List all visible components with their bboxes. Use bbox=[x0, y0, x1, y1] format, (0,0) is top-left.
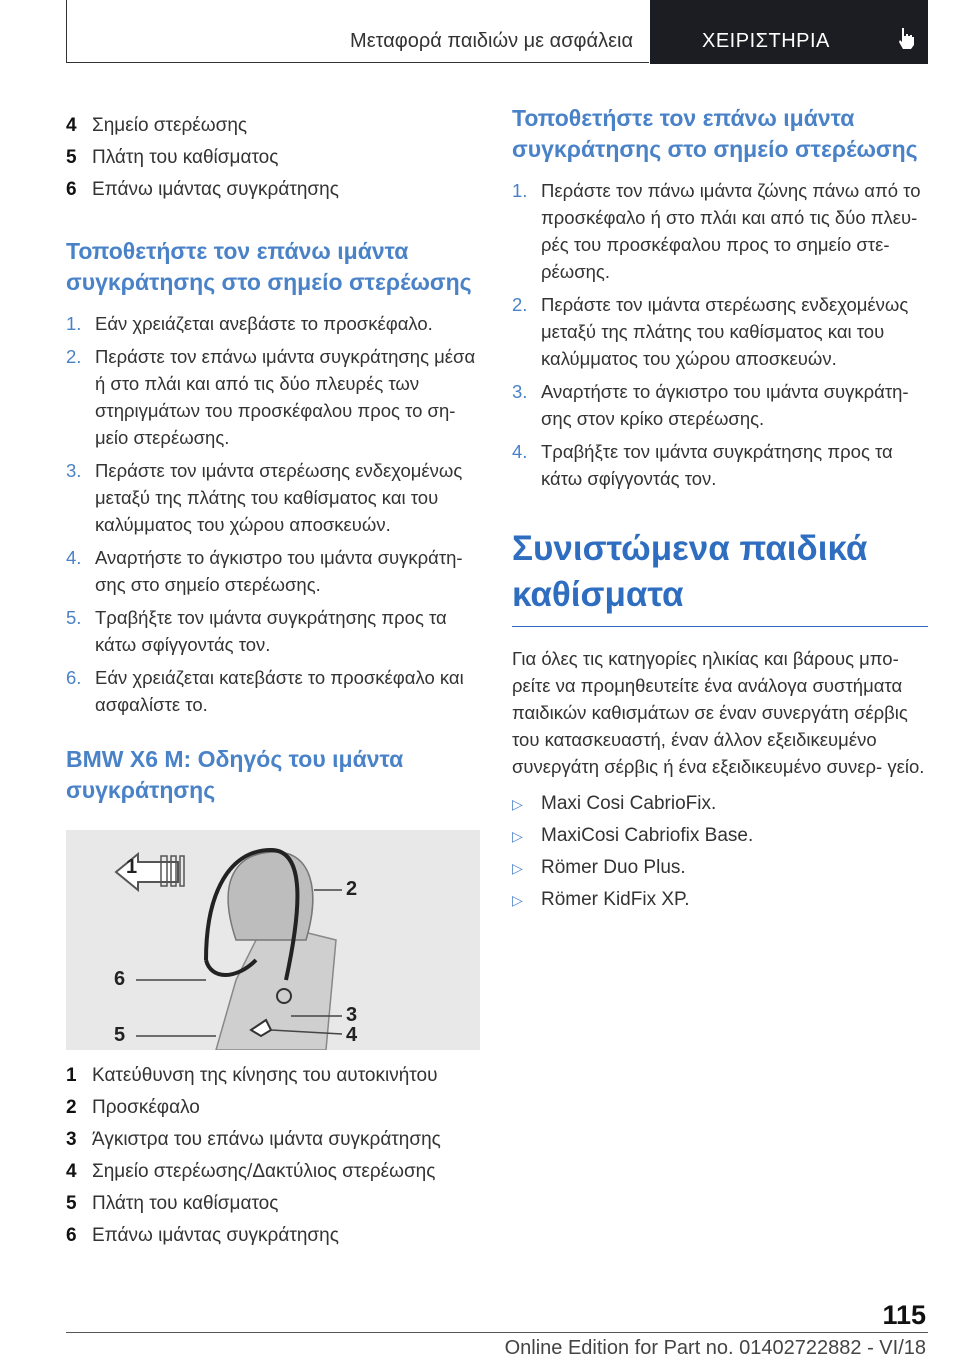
legend-item-text: Σημείο στερέωσης/Δακτύλιος στερέωσης bbox=[92, 1161, 436, 1182]
seat-list-text: MaxiCosi Cabriofix Base. bbox=[541, 825, 754, 846]
step-item bbox=[512, 177, 926, 285]
legend-item-number: 2 bbox=[66, 1097, 77, 1118]
seat-list-item bbox=[512, 884, 926, 916]
figure-label-1: 1 bbox=[126, 856, 138, 878]
right-steps bbox=[512, 177, 926, 492]
legend-item-text: Άγκιστρα του επάνω ιμάντα συγκράτησης bbox=[92, 1129, 441, 1150]
step-item-text: Εάν χρειάζεται κατεβάστε το προσκέφαλο και ασφαλίστε το. bbox=[95, 667, 464, 715]
step-item bbox=[66, 457, 480, 538]
legend-item-number: 5 bbox=[66, 147, 77, 168]
legend-item bbox=[66, 174, 480, 206]
page-number: 115 bbox=[882, 1300, 926, 1330]
header-section-title: Μεταφορά παιδιών με ασφάλεια bbox=[350, 30, 633, 52]
step-item-text: Περάστε τον επάνω ιμάντα συγκράτησης μέσα ή στο πλάι και από τις δύο πλευρές των στηριγμάτων του προσκέφαλου προς το ση‐ μείο στερέωσης. bbox=[95, 346, 476, 448]
right-column bbox=[512, 103, 926, 916]
seat-list-text: Römer KidFix XP. bbox=[541, 889, 690, 910]
headrest-figure bbox=[66, 830, 480, 1050]
recommended-seats-paragraph: Για όλες τις κατηγορίες ηλικίας και βάρους μπο‐ ρείτε να προμηθευτείτε ένα ανάλογα συστήματα παιδικών καθισμάτων σε έναν συνεργάτη σέρβις του κατασκευαστή, έναν άλλον εξειδικευμένο συνεργάτη σέρβις ή ένα εξειδικευμένο συνερ‐ γείο. bbox=[512, 648, 925, 777]
legend-item bbox=[66, 1220, 480, 1252]
legend-item bbox=[66, 1092, 480, 1124]
figure-label-4: 4 bbox=[346, 1024, 358, 1046]
step-item-text: Περάστε τον πάνω ιμάντα ζώνης πάνω από το προσκέφαλο ή στο πλάι και από τις δύο πλευ‐ ρές του προσκέφαλου προς το σημείο στε‐ ρέωσης. bbox=[541, 180, 921, 282]
step-item-number: 3. bbox=[512, 381, 528, 402]
step-item-number: 4. bbox=[512, 441, 528, 462]
step-item-text: Περάστε τον ιμάντα στερέωσης ενδεχομένως μεταξύ της πλάτης του καθίσματος και του καλύμματος του χώρου αποσκευών. bbox=[95, 460, 463, 535]
step-item bbox=[66, 544, 480, 598]
right-section-title: Τοποθετήστε τον επάνω ιμάντα συγκράτησης στο σημείο στερέωσης bbox=[512, 105, 918, 162]
legend-item-number: 6 bbox=[66, 1225, 77, 1246]
section1-title: Τοποθετήστε τον επάνω ιμάντα συγκράτησης στο σημείο στερέωσης bbox=[66, 238, 472, 295]
page-header bbox=[66, 0, 928, 64]
pointing-hand-icon bbox=[896, 26, 916, 50]
legend-item bbox=[66, 1188, 480, 1220]
legend-item-text: Επάνω ιμάντας συγκράτησης bbox=[92, 1225, 339, 1246]
legend-item-text: Σημείο στερέωσης bbox=[92, 115, 248, 136]
footer-divider bbox=[66, 1332, 928, 1333]
triangle-bullet-icon: ▷ bbox=[512, 860, 523, 876]
step-item-text: Αναρτήστε το άγκιστρο του ιμάντα συγκράτη‐ σης στον κρίκο στερέωσης. bbox=[541, 381, 909, 429]
legend-item-text: Προσκέφαλο bbox=[92, 1097, 200, 1118]
figure-label-3: 3 bbox=[346, 1004, 358, 1026]
section1-steps bbox=[66, 310, 480, 718]
step-item bbox=[66, 343, 480, 451]
seat-list-item bbox=[512, 820, 926, 852]
triangle-bullet-icon: ▷ bbox=[512, 796, 523, 812]
seat-list-text: Maxi Cosi CabrioFix. bbox=[541, 793, 717, 814]
step-item bbox=[512, 438, 926, 492]
header-section-box bbox=[66, 0, 649, 63]
header-chapter-title: ΧΕΙΡΙΣΤΗΡΙΑ bbox=[702, 30, 830, 52]
step-item-number: 3. bbox=[66, 460, 82, 481]
legend-item bbox=[66, 1156, 480, 1188]
figure-label-6: 6 bbox=[114, 968, 126, 990]
seat-list-text: Römer Duo Plus. bbox=[541, 857, 686, 878]
triangle-bullet-icon: ▷ bbox=[512, 828, 523, 844]
seat-list-item bbox=[512, 852, 926, 884]
top-legend bbox=[66, 110, 480, 206]
seat-list-item bbox=[512, 788, 926, 820]
step-item-text: Εάν χρειάζεται ανεβάστε το προσκέφαλο. bbox=[95, 313, 433, 334]
triangle-bullet-icon: ▷ bbox=[512, 892, 523, 908]
step-item-text: Τραβήξτε τον ιμάντα συγκράτησης προς τα κάτω σφίγγοντάς τον. bbox=[541, 441, 893, 489]
legend-item bbox=[66, 1060, 480, 1092]
recommended-seats-heading: Συνιστώμενα παιδικά καθίσματα bbox=[512, 529, 868, 614]
step-item-number: 2. bbox=[512, 294, 528, 315]
section2-title: BMW X6 M: Οδηγός του ιμάντα συγκράτησης bbox=[66, 746, 404, 803]
legend-item-text: Κατεύθυνση της κίνησης του αυτοκινήτου bbox=[92, 1065, 438, 1086]
step-item-number: 6. bbox=[66, 667, 82, 688]
step-item-number: 5. bbox=[66, 607, 82, 628]
legend-item-number: 4 bbox=[66, 115, 77, 136]
legend-item-number: 5 bbox=[66, 1193, 77, 1214]
legend-item bbox=[66, 142, 480, 174]
footer-edition: Online Edition for Part no. 01402722882 - VI/18 bbox=[504, 1337, 926, 1359]
legend-item-number: 1 bbox=[66, 1065, 77, 1086]
left-column bbox=[66, 110, 480, 1252]
step-item-number: 4. bbox=[66, 547, 82, 568]
header-chapter-tab[interactable] bbox=[650, 0, 928, 64]
step-item bbox=[66, 604, 480, 658]
legend-item-number: 6 bbox=[66, 179, 77, 200]
bottom-legend bbox=[66, 1060, 480, 1252]
legend-item-text: Πλάτη του καθίσματος bbox=[92, 1193, 279, 1214]
step-item-text: Περάστε τον ιμάντα στερέωσης ενδεχομένως μεταξύ της πλάτης του καθίσματος και του καλύμματος του χώρου αποσκευών. bbox=[541, 294, 909, 369]
figure-label-2: 2 bbox=[346, 878, 358, 900]
figure-label-5: 5 bbox=[114, 1024, 126, 1046]
step-item bbox=[66, 310, 480, 337]
step-item bbox=[512, 378, 926, 432]
seat-list bbox=[512, 788, 926, 916]
legend-item-text: Πλάτη του καθίσματος bbox=[92, 147, 279, 168]
step-item-number: 1. bbox=[66, 313, 82, 334]
step-item bbox=[512, 291, 926, 372]
legend-item-number: 4 bbox=[66, 1161, 77, 1182]
step-item-text: Αναρτήστε το άγκιστρο του ιμάντα συγκράτη‐ σης στο σημείο στερέωσης. bbox=[95, 547, 463, 595]
step-item bbox=[66, 664, 480, 718]
legend-item-text: Επάνω ιμάντας συγκράτησης bbox=[92, 179, 339, 200]
legend-item bbox=[66, 1124, 480, 1156]
legend-item bbox=[66, 110, 480, 142]
step-item-number: 2. bbox=[66, 346, 82, 367]
step-item-text: Τραβήξτε τον ιμάντα συγκράτησης προς τα κάτω σφίγγοντάς τον. bbox=[95, 607, 447, 655]
step-item-number: 1. bbox=[512, 180, 528, 201]
legend-item-number: 3 bbox=[66, 1129, 77, 1150]
